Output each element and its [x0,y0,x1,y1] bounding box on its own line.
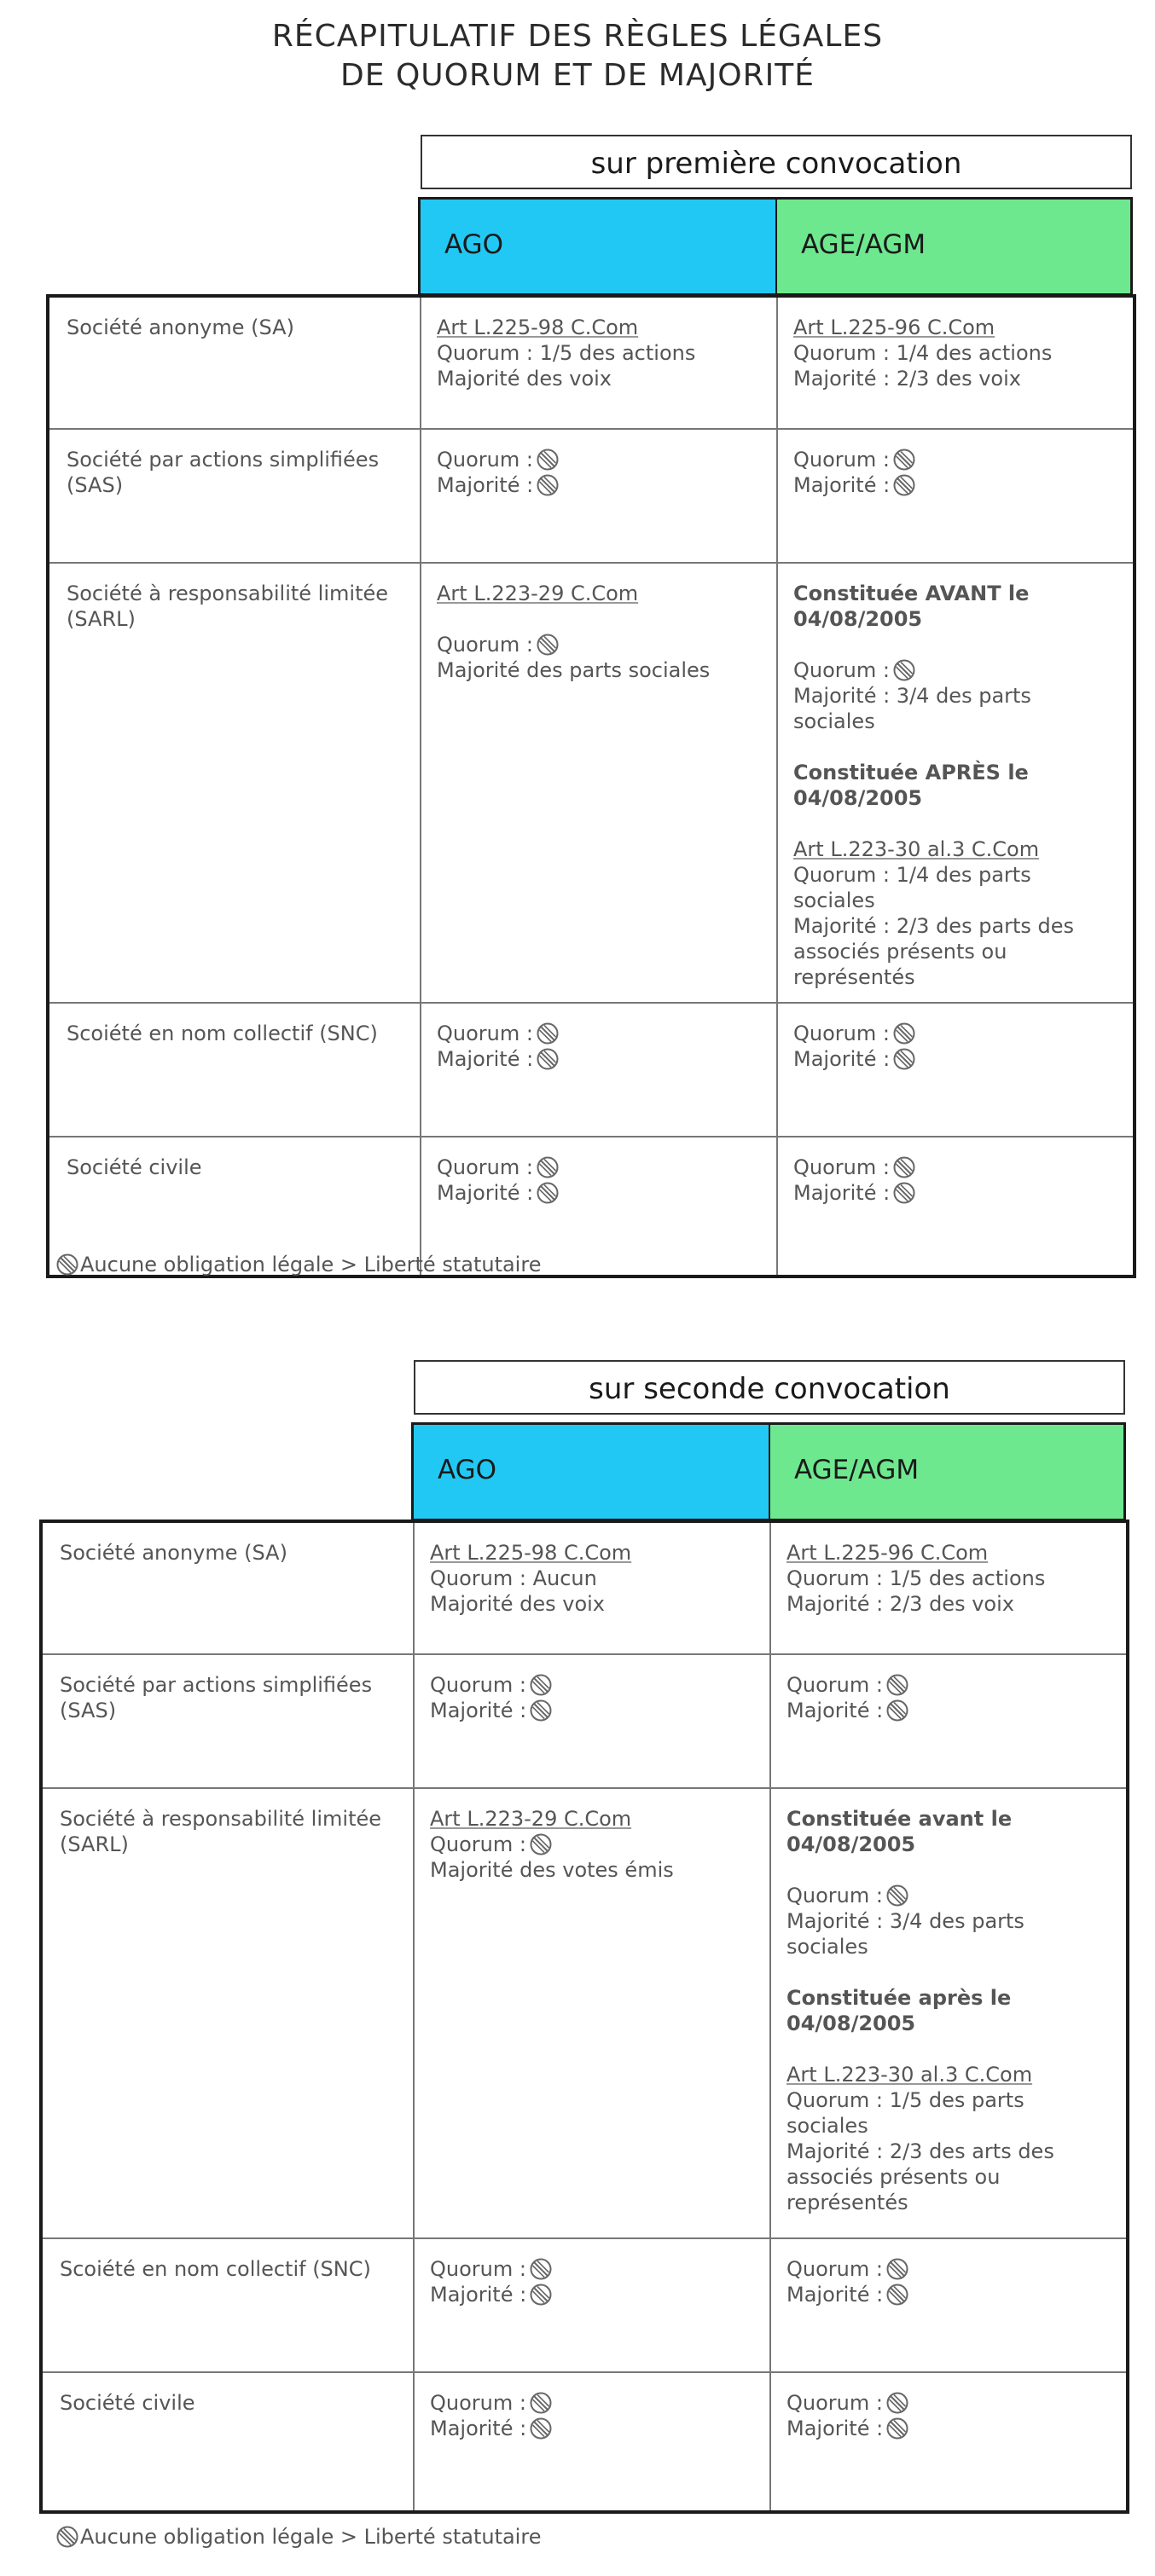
quorum-label: Quorum : [430,2257,526,2281]
cell-age [777,563,1135,1003]
rules-table [39,1520,1129,2514]
cell-ago [414,1788,770,2238]
prohibited-icon [886,2417,908,2440]
row-label: Société à responsabilité limitée (SARL) [41,1788,414,2238]
cell-age [777,429,1135,563]
column-header-age: AGE/AGM [777,200,1130,293]
quorum-label: Quorum : [786,2391,883,2415]
majority-value: Majorité : 2/3 des arts des associés présents ou représentés [786,2139,1054,2214]
prohibited-icon [886,2284,908,2306]
cell-age [777,296,1135,429]
condition-title: Constituée avant le 04/08/2005 [786,1807,1013,1856]
majority-label: Majorité : [430,2417,527,2440]
prohibited-icon [537,474,559,496]
majority-value: Majorité : 2/3 des voix [786,1592,1014,1616]
majority-value: Majorité : 3/4 des parts sociales [786,1909,1024,1959]
row-label: Société anonyme (SA) [48,296,421,429]
legend-text: Aucune obligation légale > Liberté statutaire [80,2525,542,2549]
quorum-label: Quorum : [786,1673,883,1697]
quorum-label: Quorum : [437,1022,533,1045]
cell-age [770,1521,1128,1654]
quorum-value: Quorum : 1/4 des parts sociales [793,863,1031,912]
prohibited-icon [886,2392,908,2414]
page-title-line2: DE QUORUM ET DE MAJORITÉ [340,58,815,93]
quorum-value: Quorum : Aucun [430,1566,597,1590]
prohibited-icon [886,2258,908,2280]
prohibited-icon [537,634,559,656]
quorum-label: Quorum : [430,1673,526,1697]
majority-value: Majorité des votes émis [430,1858,674,1882]
legal-reference: Art L.223-29 C.Com [437,582,639,605]
quorum-label: Quorum : [793,448,890,472]
majority-label: Majorité : [430,2283,527,2307]
prohibited-icon [56,2526,78,2548]
cell-ago [414,1521,770,1654]
legal-reference: Art L.223-30 al.3 C.Com [793,837,1040,861]
table-row [41,2372,1128,2512]
prohibited-icon [537,1048,559,1070]
majority-value: Majorité des voix [437,367,612,391]
prohibited-icon [530,1674,552,1696]
quorum-label: Quorum : [437,633,533,657]
majority-value: Majorité des voix [430,1592,605,1616]
majority-value: Majorité des parts sociales [437,658,711,682]
table-row [48,429,1135,563]
majority-label: Majorité : [786,2283,884,2307]
quorum-label: Quorum : [793,658,890,682]
quorum-value: Quorum : 1/5 des actions [786,1566,1046,1590]
header-divider [769,1425,770,1519]
majority-label: Majorité : [437,1047,534,1071]
prohibited-icon [893,1156,915,1178]
cell-age [770,1654,1128,1788]
column-header-ago: AGO [414,1425,769,1519]
section-caption: sur première convocation [421,135,1132,189]
legend [56,1252,541,1277]
row-label: Scoiété en nom collectif (SNC) [41,2238,414,2372]
row-label: Scoiété en nom collectif (SNC) [48,1003,421,1137]
legal-reference: Art L.225-96 C.Com [786,1541,989,1565]
prohibited-icon [530,2284,552,2306]
cell-age [770,2372,1128,2512]
cell-ago [421,296,777,429]
section-caption: sur seconde convocation [414,1360,1125,1415]
quorum-label: Quorum : [430,1832,526,1856]
cell-ago [414,2372,770,2512]
prohibited-icon [893,474,915,496]
quorum-label: Quorum : [786,1884,883,1907]
majority-label: Majorité : [437,473,534,497]
prohibited-icon [537,1022,559,1045]
prohibited-icon [886,1884,908,1907]
prohibited-icon [893,1048,915,1070]
row-label: Société par actions simplifiées (SAS) [48,429,421,563]
legend-text: Aucune obligation légale > Liberté statutaire [80,1253,542,1276]
prohibited-icon [530,1833,552,1855]
quorum-label: Quorum : [793,1022,890,1045]
prohibited-icon [893,1182,915,1204]
table-row [41,1654,1128,1788]
majority-label: Majorité : [786,2417,884,2440]
table-row [41,1788,1128,2238]
table-row [41,1521,1128,1654]
legal-reference: Art L.223-30 al.3 C.Com [786,2063,1033,2087]
prohibited-icon [893,449,915,471]
majority-label: Majorité : [793,473,891,497]
majority-label: Majorité : [430,1699,527,1722]
prohibited-icon [537,1182,559,1204]
row-label: Société par actions simplifiées (SAS) [41,1654,414,1788]
majority-label: Majorité : [793,1181,891,1205]
cell-ago [421,563,777,1003]
row-label: Société civile [48,1137,421,1276]
cell-age [770,2238,1128,2372]
table-row [48,296,1135,429]
quorum-label: Quorum : [793,1155,890,1179]
legal-reference: Art L.225-98 C.Com [430,1541,632,1565]
legend [56,2524,541,2550]
majority-label: Majorité : [793,1047,891,1071]
quorum-value: Quorum : 1/4 des actions [793,341,1053,365]
column-header-ago: AGO [421,200,775,293]
prohibited-icon [886,1674,908,1696]
cell-age [770,1788,1128,2238]
condition-title: Constituée AVANT le 04/08/2005 [793,582,1030,631]
header-divider [775,200,777,293]
page-title [0,17,1155,96]
column-header-age: AGE/AGM [770,1425,1123,1519]
condition-title: Constituée après le 04/08/2005 [786,1986,1012,2035]
condition-title: Constituée APRÈS le 04/08/2005 [793,761,1029,810]
prohibited-icon [530,1699,552,1722]
quorum-value: Quorum : 1/5 des actions [437,341,696,365]
majority-label: Majorité : [437,1181,534,1205]
prohibited-icon [537,1156,559,1178]
row-label: Société à responsabilité limitée (SARL) [48,563,421,1003]
row-label: Société anonyme (SA) [41,1521,414,1654]
prohibited-icon [530,2417,552,2440]
cell-ago [414,1654,770,1788]
cell-ago [421,1003,777,1137]
prohibited-icon [56,1253,78,1276]
row-label: Société civile [41,2372,414,2512]
prohibited-icon [886,1699,908,1722]
quorum-value: Quorum : 1/5 des parts sociales [786,2088,1024,2138]
cell-ago [414,2238,770,2372]
prohibited-icon [530,2392,552,2414]
prohibited-icon [893,1022,915,1045]
legal-reference: Art L.223-29 C.Com [430,1807,632,1831]
prohibited-icon [537,449,559,471]
quorum-label: Quorum : [786,2257,883,2281]
cell-ago [421,429,777,563]
majority-label: Majorité : [786,1699,884,1722]
quorum-label: Quorum : [437,448,533,472]
table-row [41,2238,1128,2372]
cell-age [777,1137,1135,1276]
quorum-label: Quorum : [430,2391,526,2415]
page-title-line1: RÉCAPITULATIF DES RÈGLES LÉGALES [271,19,884,54]
table-row [48,563,1135,1003]
prohibited-icon [530,2258,552,2280]
majority-value: Majorité : 2/3 des parts des associés présents ou représentés [793,914,1075,989]
rules-table [46,294,1136,1278]
legal-reference: Art L.225-98 C.Com [437,315,639,339]
prohibited-icon [893,659,915,681]
majority-value: Majorité : 3/4 des parts sociales [793,684,1031,733]
table-row [48,1003,1135,1137]
quorum-label: Quorum : [437,1155,533,1179]
legal-reference: Art L.225-96 C.Com [793,315,995,339]
majority-value: Majorité : 2/3 des voix [793,367,1021,391]
cell-age [777,1003,1135,1137]
